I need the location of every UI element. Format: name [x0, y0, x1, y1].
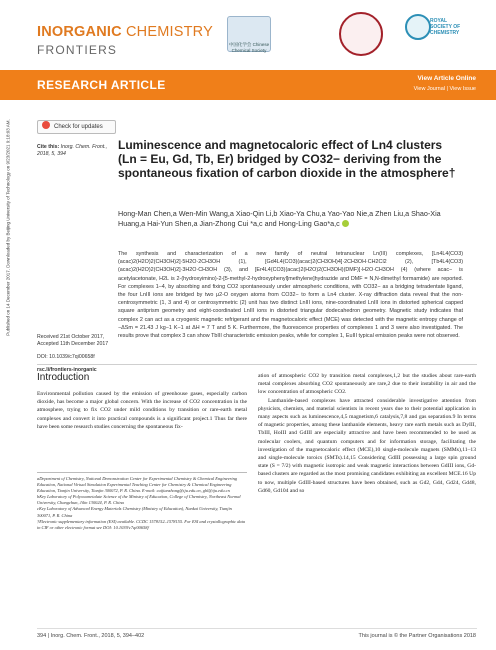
footnotes	[37, 476, 247, 531]
intro-left-column	[37, 390, 247, 431]
doi[interactable]: DOI: 10.1039/c7qi00658f	[37, 354, 95, 360]
section-divider	[37, 364, 477, 365]
footnote-b: bKey Laboratory of Polyoxometalate Science of the Ministry of Education, College of Chemistry, Northeast Normal University, Changchun, Jilin 130024, P. R. China	[37, 494, 241, 506]
received-date: Received 21st October 2017,	[37, 334, 105, 340]
footer-divider	[37, 628, 477, 629]
intro-right-column	[258, 372, 476, 495]
check-updates-button[interactable]: Check for updates	[37, 120, 116, 134]
footnote-c: cKey Laboratory of Advanced Energy Materials Chemistry (Ministry of Education), Nankai University, Tianjin 300071, P. R. China	[37, 506, 232, 518]
journal-subname: FRONTIERS	[37, 43, 118, 57]
update-icon	[42, 121, 50, 129]
cas-logo-icon: 中国化学会 Chinese Chemical Society	[227, 16, 271, 52]
article-dates	[37, 334, 117, 374]
view-article-online-link[interactable]: View Article Online	[417, 75, 476, 82]
view-journal-issue-link[interactable]: View Journal | View Issue	[413, 86, 476, 92]
download-notice: Published on 14 December 2017. Downloaded by Beijing University of Technology on 9/23/2021 9:18:03 AM.	[5, 119, 11, 336]
section-heading-introduction: Introduction	[37, 372, 90, 383]
journal-name: INORGANIC CHEMISTRY	[37, 24, 213, 40]
download-sidebar	[3, 95, 11, 375]
footnote-esi: †Electronic supplementary information (ESI) available. CCDC 1578152–1578155. For ESI and crystallographic data in CIF or other electronic format see DOI: 10.1039/c7qi00658f	[37, 518, 246, 530]
author-list: Hong-Man Chen,a Wen-Min Wang,a Xiao-Qin Li,b Xiao-Ya Chu,a Yao-Yao Nie,a Zhen Liu,a Shao-Xia Huang,a Hai-Yun Shen,a Jian-Zhong Cui *a,c and Hong-Ling Gao*a,c	[118, 209, 441, 228]
article-type: RESEARCH ARTICLE	[37, 78, 166, 92]
footnote-divider	[37, 472, 247, 473]
rsc-logo-icon	[405, 14, 431, 40]
accepted-date: Accepted 11th December 2017	[37, 341, 109, 347]
footnote-a: aDepartment of Chemistry, National Demonstration Center for Experimental Chemistry & Chemical Engineering Education, National Virtual Simulation Experimental Teaching Center for Chemistry & Chemical Engineering Education, Tianjin University, Tianjin 300072, P. R. China. E-mail: cuijianzhong@tju.edu.cn, ghl@tju.edu.cn	[37, 476, 237, 494]
university-seal-icon	[339, 12, 383, 56]
orcid-icon[interactable]	[342, 220, 349, 227]
intro-paragraph-3: Lanthanide-based complexes have attracted considerable investigative attention from physicists, chemists, and material scientists in recent years due to their potential application in many aspects such as luminescence,4,5 magnetism,6 catalysis,7,8 and gas separation.9 In terms of magnetic properties, among these lanthanide elements, heavy rare earth metals such as DyIII, TbIII, HoIII and GdIII are especially attractive and have been recommended to be used as molecular coolers, and quantum computers and for information storage, facilitating the investigation of the magnetocaloric effect (MCE),10 single-molecule magnets (SMMs),11–13 and single-molecule toroics (SMTs).14,15 Considering GdIII possessing a large spin ground state (S = 7/2) with magnetic isotropic and weak magnetic interactions between GdIII ions, Gd-based clusters are regarded as the most promising candidates exhibiting an excellent MCE.16 Up to now, multiple GdIII-based structures have been obtained, such as Gd2, Gd4, Gd24, Gd48, Gd60, Gd104 and so	[258, 397, 476, 494]
journal-link[interactable]: rsc.li/frontiers-inorganic	[37, 367, 97, 373]
intro-paragraph-2: ation of atmospheric CO2 by transition metal complexes,1,2 but the studies about rare-earth metal complexes absorbing CO2 spontaneously are rare,2 due to their instability in air and the low concentration of atmospheric CO2.	[258, 373, 476, 396]
article-title: Luminescence and magnetocaloric effect of Ln4 clusters (Ln = Eu, Gd, Tb, Er) bridged by CO32− deriving from the spontaneous fixation of carbon dioxide in the atmosphere†	[118, 138, 456, 180]
rsc-logo-text: ROYAL SOCIETY OF CHEMISTRY	[430, 18, 461, 36]
citation: Cite this: Inorg. Chem. Front., 2018, 5, 394	[37, 144, 108, 157]
page-footer-left: 394 | Inorg. Chem. Front., 2018, 5, 394–402	[37, 633, 145, 639]
page-footer-right: This journal is © the Partner Organisations 2018	[358, 633, 476, 639]
intro-paragraph-1: Environmental pollution caused by the emission of greenhouse gases, especially carbon dioxide, has become a major global concern. With the increase of CO2 concentration in the atmosphere, trying to fix CO2 under mild conditions by transition or rare-earth metal complexes and convert it into practical compounds is a significant project.1 Thus far there have been some research studies concerning the spontaneous fix-	[37, 391, 247, 430]
abstract: The synthesis and characterization of a new family of neutral tetranuclear Ln(III) complexes, [Ln4L4(CO3)(acac)2(H2O)2(CH3OH)2]·5H2O·2CH3OH (1), [Gd4L4(CO3)(acac)2(CH3OH)4]·2CH3OH·CH2Cl2 (2), [Tb4L4(CO3)(acac)2(H2O)2(CH3OH)2]·3H2O·CH3OH (3), and [Er4L4(CO3)(acac)2(H2O)2(CH3OH)(DMF)]·H2O·CH3OH (4) (where acac− is acetylacetonate, H2L is 2-(hydroxyimino)-2-[5-methyl-2-hydroxyphenyl]methylene]hydrazide and DMF = N,N-dimethyl formamide) are reported. For complexes 1–4, by absorbing and fixing CO2 spontaneously under atmospheric conditions, with CO32− as a bridging tetradentate ligand, the four LnIII ions are bridged by two μ2-O oxygen atoms from CO32− to form a Ln4 cluster. X-ray diffraction data reveal that the non-centrosymmetric (1, 3 and 4) or centrosymmetric (2) unit has two distinct LnIII ions, nine-coordinated LnIII ions in distorted spherical capped square antiprism geometry and eight-coordinated LnIII ions in distorted triangular dodecahedron geometry. Magnetic study indicates that complex 2 can act as a cryogenic magnetic refrigerant and the magnetocaloric effect (MCE) was detected with the magnetic entropy change of −ΔSm = 21.43 J kg−1 K−1 at ΔH = 7 T and 5 K. Furthermore, the fluorescence properties of complexes 1 and 3 were also investigated. The results prove that complex 3 can show TbIII characteristic emission peaks, while for complex 1, EuIII typical emission peaks were not observed.	[118, 251, 463, 340]
